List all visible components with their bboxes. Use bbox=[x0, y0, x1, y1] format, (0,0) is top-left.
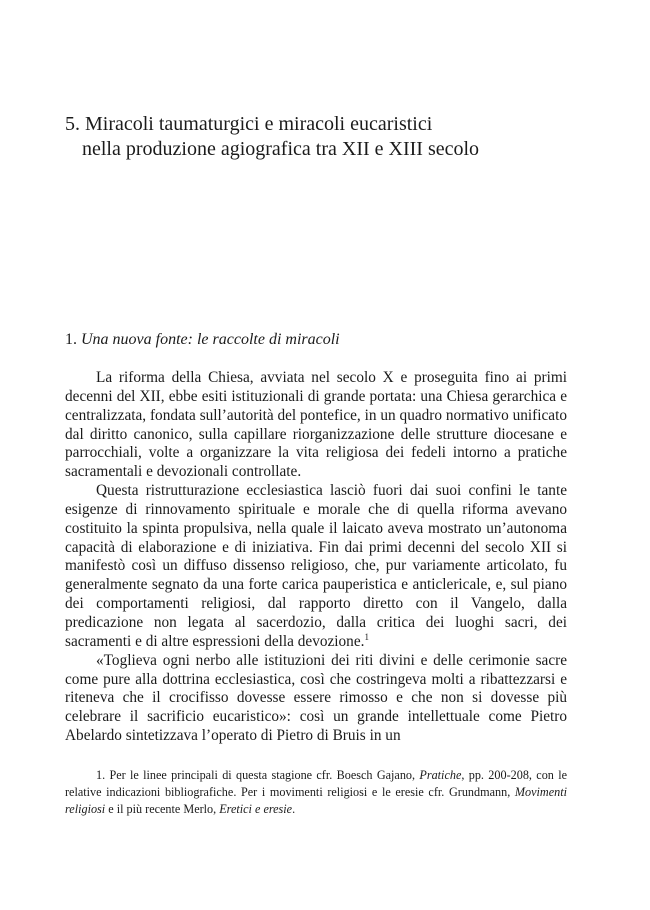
paragraph-text: Questa ristrutturazione ecclesiastica lasciò fuori dai suoi confini le tante esigenze di rinnovamento spirituale e morale che di quella riforma avevano costituito la spinta propulsiva, nella quale il laicato aveva mostrato un’autonoma capacità di elaborazione e di iniziativa. Fin dai primi decenni del secolo XII si manifestò così un diffuso dissenso religioso, che, pur variamente articolato, fu generalmente segnato da una forte carica pauperistica e anticlericale, e, sul piano dei comportamenti religiosi, dal rapporto diretto con il Vangelo, dalla predicazione non legata al sacerdozio, dalla critica dei luoghi sacri, dei sacramenti e di altre espressioni della devozione. bbox=[65, 482, 567, 650]
footnote-citation-title: Pratiche bbox=[419, 768, 462, 782]
section-title: Una nuova fonte: le raccolte di miracoli bbox=[81, 331, 340, 348]
chapter-title bbox=[65, 112, 585, 162]
paragraph bbox=[65, 482, 567, 652]
paragraph bbox=[65, 652, 567, 746]
footnotes bbox=[65, 767, 567, 818]
paragraph bbox=[65, 369, 567, 482]
footnote-text: . bbox=[292, 802, 296, 816]
chapter-title-line-2: nella produzione agiografica tra XII e XIII secolo bbox=[82, 138, 480, 160]
footnote bbox=[65, 767, 567, 818]
footnote-citation-title: Eretici e eresie bbox=[219, 802, 293, 816]
paragraph-text: «Toglieva ogni nerbo alle istituzioni dei riti divini e delle cerimonie sacre come pure alla dottrina ecclesiastica, così che costringeva molti a ribattezzarsi e riteneva che il crocifisso dovesse essere rimosso e che non si dovesse più celebrare il sacrificio eucaristico»: così un grande intellettuale come Pietro Abelardo sintetizzava l’operato di Pietro di Bruis in un bbox=[65, 651, 567, 745]
footnote-text: e il più recente Merlo, bbox=[105, 802, 220, 816]
footnote-citation-title: Movimenti religiosi bbox=[65, 785, 567, 816]
paragraph-text: La riforma della Chiesa, avviata nel secolo X e proseguita fino ai primi decenni del XII, ebbe esiti istituzionali di grande portata: una Chiesa gerarchica e centralizzata, fondata sull’autorità del pontefice, in un quadro normativo unificato dal diritto canonico, sulla capillare riorganizzazione delle strutture diocesane e parrocchiali, volte a organizzare la vita religiosa dei fedeli intorno a pratiche sacramentali e devozionali controllate. bbox=[65, 369, 567, 481]
section-number: 1. bbox=[65, 331, 77, 348]
section-heading bbox=[65, 330, 585, 350]
footnote-text: , pp. 200-208, con le relative indicazioni bibliografiche. Per i movimenti religiosi e le eresie cfr. Grundmann, bbox=[65, 768, 567, 799]
footnote-text: 1. Per le linee principali di questa stagione cfr. Boesch Gajano, bbox=[96, 768, 420, 782]
footnote-reference: 1 bbox=[364, 631, 369, 642]
chapter-title-line-1: 5. Miracoli taumaturgici e miracoli eucaristici bbox=[65, 113, 433, 135]
body-text bbox=[65, 369, 567, 746]
